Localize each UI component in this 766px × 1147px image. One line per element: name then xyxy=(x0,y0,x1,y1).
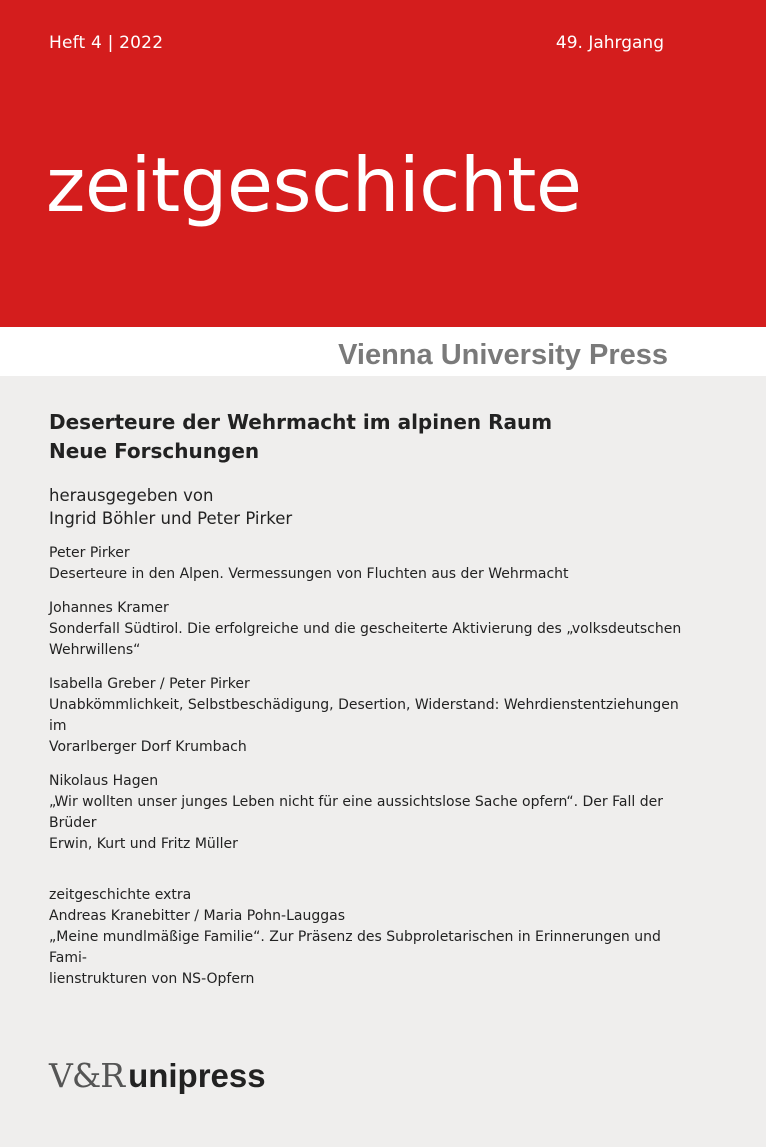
article-author: Isabella Greber / Peter Pirker xyxy=(49,676,250,692)
extra-author: Andreas Kranebitter / Maria Pohn-Lauggas xyxy=(49,908,346,924)
issue-title xyxy=(49,408,699,466)
extra-title-line: „Meine mundlmäßige Familie“. Zur Präsenz des Subproletarischen in Erinnerungen und Fami- xyxy=(49,929,661,966)
article-title-line: Wehrwillens“ xyxy=(49,642,141,658)
article-author: Johannes Kramer xyxy=(49,600,169,616)
issue-number: Heft 4 | 2022 xyxy=(49,33,164,53)
article-title-line: Erwin, Kurt und Fritz Müller xyxy=(49,836,238,852)
table-of-contents xyxy=(49,408,699,990)
article-entry xyxy=(49,771,699,855)
editors-names: Ingrid Böhler und Peter Pirker xyxy=(49,509,293,528)
extra-title-line: lienstrukturen von NS-Opfern xyxy=(49,971,255,987)
issue-title-line1: Deserteure der Wehrmacht im alpinen Raum xyxy=(49,410,553,434)
vr-logo-mark: V&R xyxy=(49,1056,125,1095)
publisher-logo xyxy=(49,1056,266,1096)
article-title-line: Deserteure in den Alpen. Vermessungen von Fluchten aus der Wehrmacht xyxy=(49,566,569,582)
article-entry xyxy=(49,598,699,661)
article-title-line: Unabkömmlichkeit, Selbstbeschädigung, Desertion, Widerstand: Wehrdienstentziehungen im xyxy=(49,697,679,734)
issue-title-line2: Neue Forschungen xyxy=(49,439,260,463)
extra-section xyxy=(49,885,699,990)
article-entry xyxy=(49,543,699,585)
article-title-line: „Wir wollten unser junges Leben nicht für eine aussichtslose Sache opfern“. Der Fall der Brüder xyxy=(49,794,663,831)
editors-label: herausgegeben von xyxy=(49,486,214,505)
journal-title: zeitgeschichte xyxy=(46,141,582,229)
article-author: Nikolaus Hagen xyxy=(49,773,159,789)
article-author: Peter Pirker xyxy=(49,545,130,561)
article-title-line: Vorarlberger Dorf Krumbach xyxy=(49,739,247,755)
extra-label: zeitgeschichte extra xyxy=(49,887,192,903)
article-title-line: Sonderfall Südtirol. Die erfolgreiche und die gescheiterte Aktivierung des „volksdeutschen xyxy=(49,621,682,637)
press-name: Vienna University Press xyxy=(338,339,668,371)
editors xyxy=(49,484,699,530)
volume-number: 49. Jahrgang xyxy=(555,33,664,53)
article-entry xyxy=(49,674,699,758)
unipress-logo-text: unipress xyxy=(128,1057,266,1094)
